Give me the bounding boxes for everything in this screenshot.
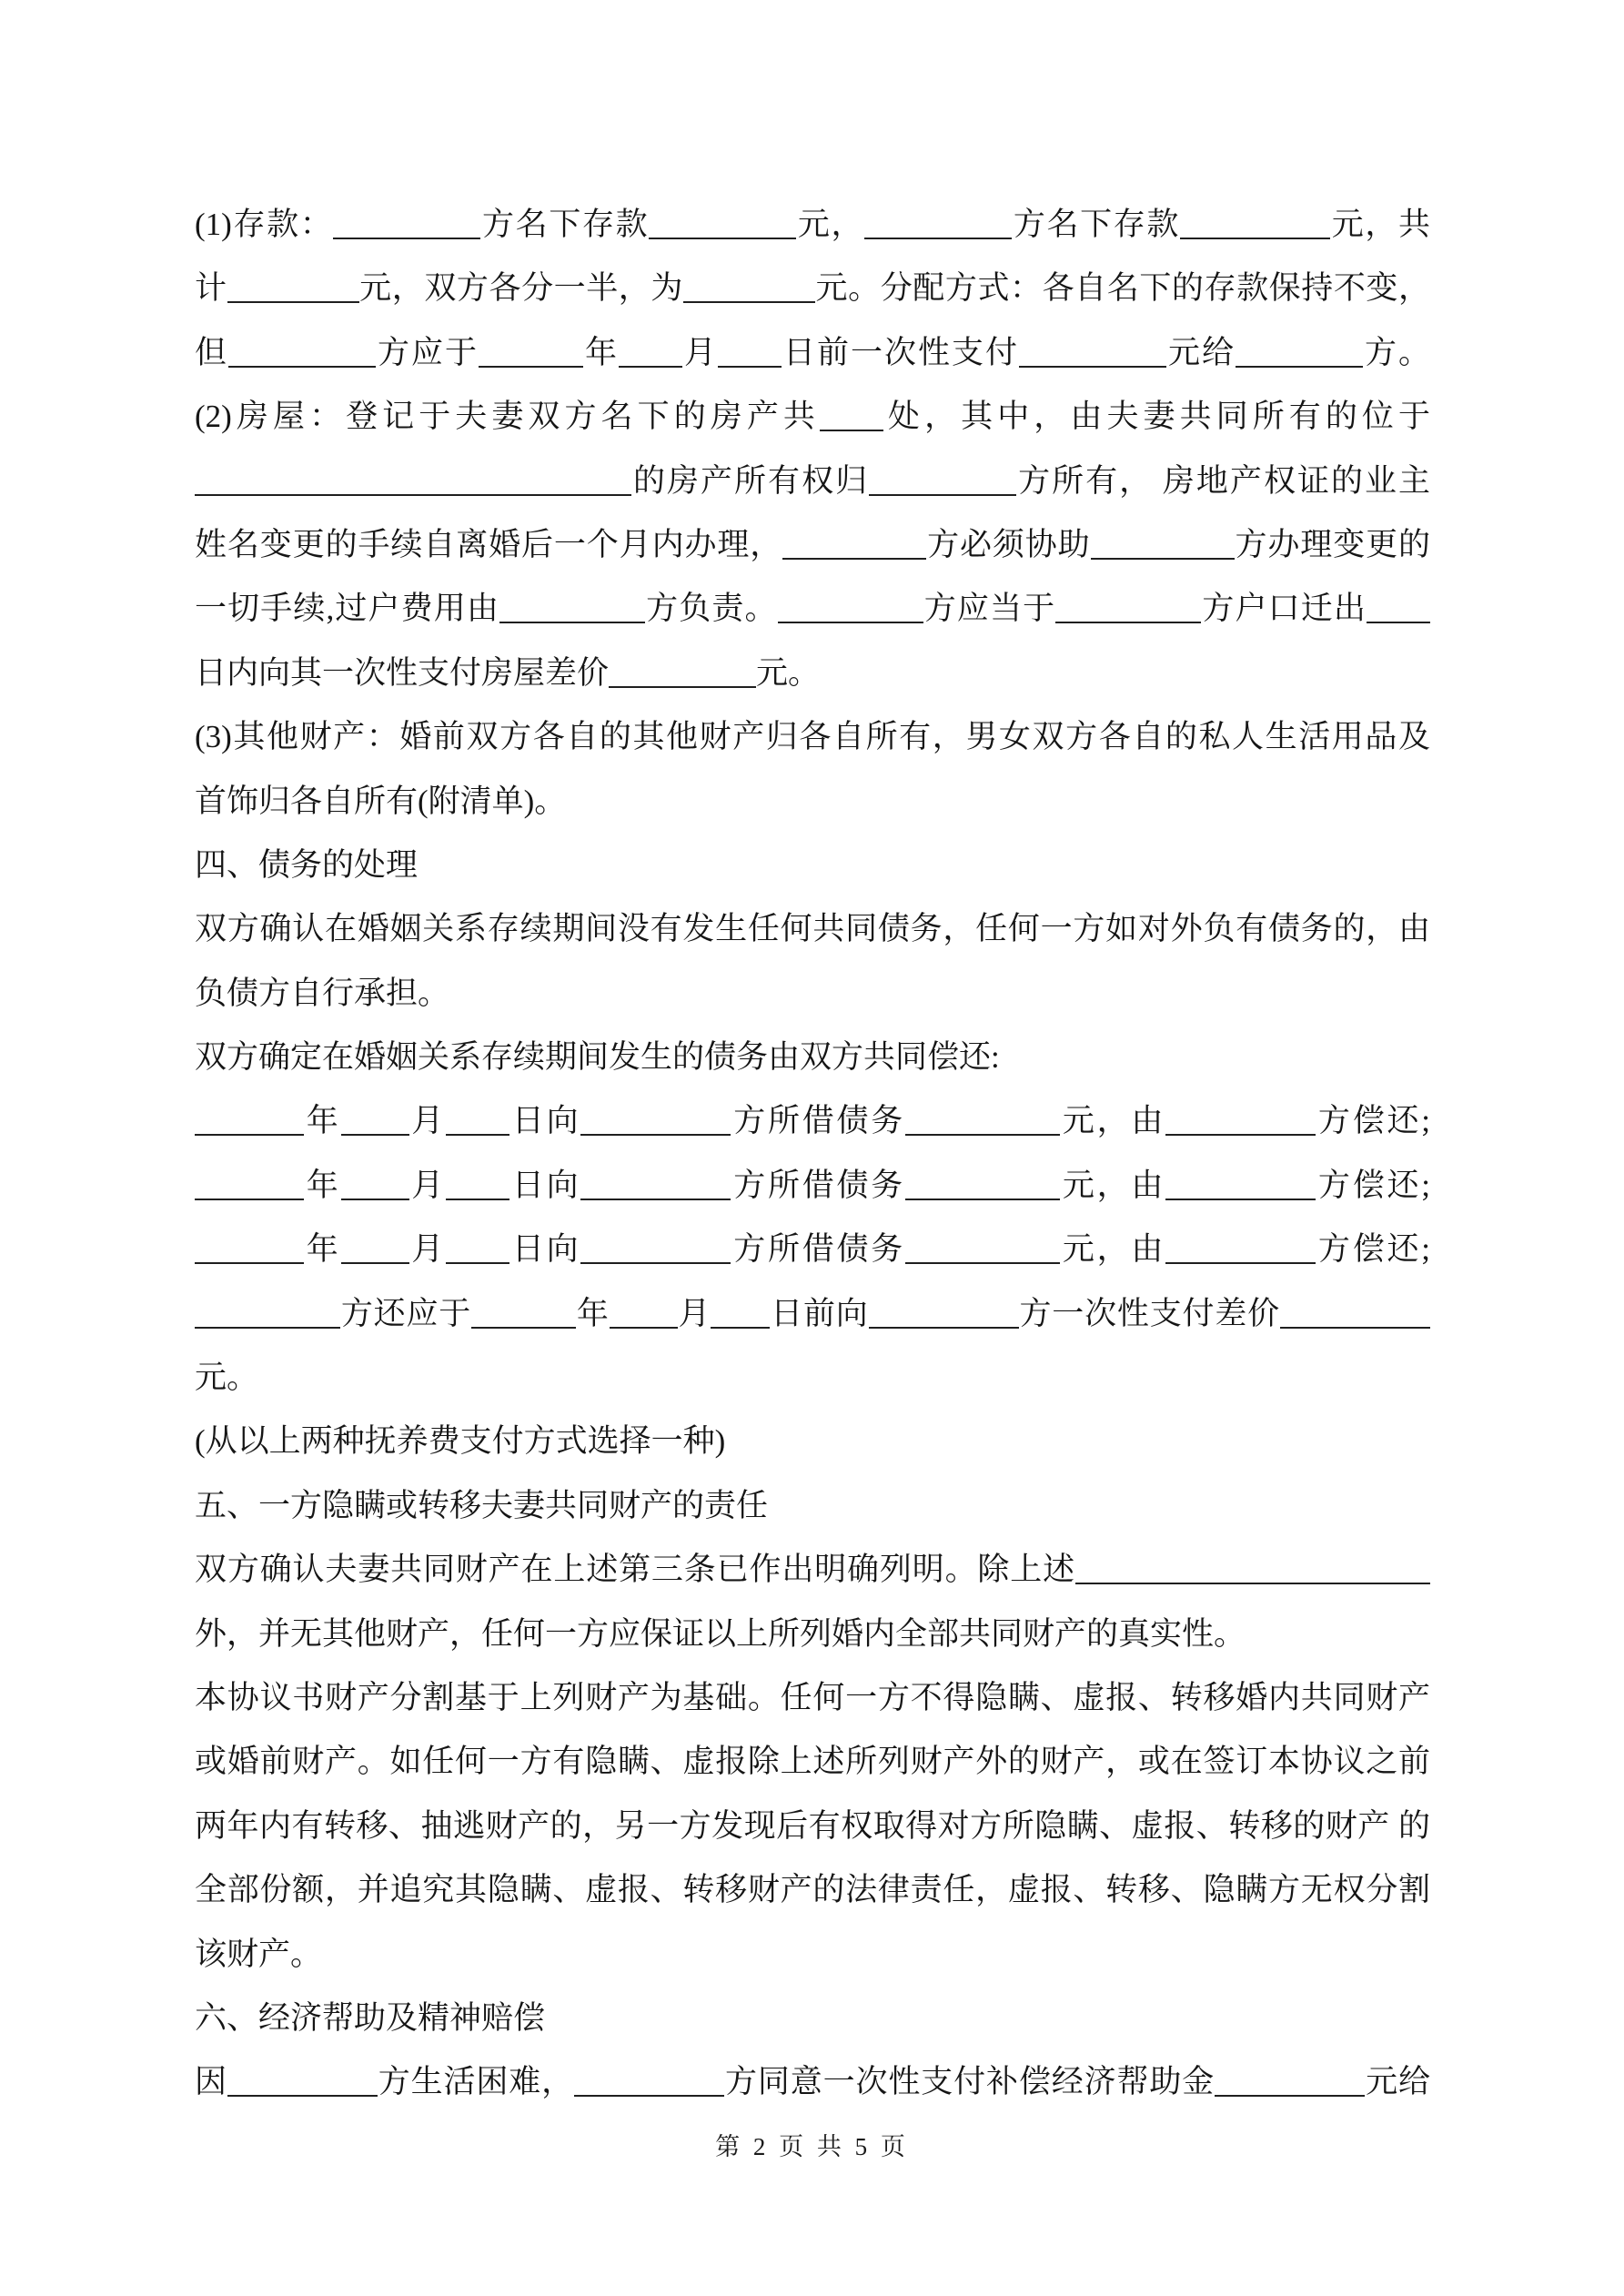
document-line [195, 705, 1430, 769]
blank-underline [333, 206, 480, 239]
document-line [195, 513, 1430, 577]
blank-underline [446, 1230, 509, 1264]
text-segment: 元，由 [1060, 1167, 1166, 1203]
text-segment: (从以上两种抚养费支付方式选择一种) [195, 1423, 726, 1460]
text-segment: 元。 [756, 654, 821, 691]
text-segment: 方一次性支付差价 [1018, 1295, 1280, 1331]
text-segment: 方应于 [376, 334, 479, 370]
text-segment: 月 [409, 1103, 447, 1139]
blank-underline [195, 1102, 304, 1136]
blank-underline [649, 206, 796, 239]
text-segment: 两年内有转移、抽逃财产的，另一方发现后有权取得对方所隐瞒、虚报、转移的财产 的 [195, 1807, 1430, 1844]
text-segment: (2)房屋：登记于夫妻双方名下的房产共 [195, 399, 820, 435]
document-line [195, 1858, 1430, 1922]
document-line [195, 834, 1430, 897]
document-line [195, 1987, 1430, 2050]
blank-underline [1165, 1230, 1316, 1264]
blank-underline [195, 1230, 304, 1264]
blank-underline [1019, 334, 1166, 368]
blank-underline [446, 1167, 509, 1200]
text-segment: 方偿还; [1316, 1231, 1430, 1268]
blank-underline [341, 1230, 409, 1264]
text-segment: 但 [195, 334, 228, 370]
blank-underline [820, 398, 883, 431]
blank-underline [228, 334, 376, 368]
document-line [195, 1538, 1430, 1602]
text-segment: 元，由 [1060, 1231, 1166, 1268]
document-line [195, 1603, 1430, 1666]
text-segment: 计 [195, 270, 227, 307]
blank-underline [341, 1167, 409, 1200]
document-line [195, 1282, 1430, 1346]
text-segment: 双方确定在婚姻关系存续期间发生的债务由双方共同偿还: [195, 1039, 1000, 1076]
text-segment: 元。 [195, 1360, 259, 1396]
blank-underline [580, 1167, 731, 1200]
document-line [195, 450, 1430, 513]
text-segment: 首饰归各自所有(附清单)。 [195, 783, 567, 819]
text-segment: 方所借债务 [731, 1167, 906, 1203]
document-line [195, 642, 1430, 705]
document-line [195, 1410, 1430, 1473]
document-line [195, 193, 1430, 257]
blank-underline [610, 1295, 678, 1329]
document-line [195, 1218, 1430, 1281]
blank-underline [1091, 526, 1235, 560]
text-segment: 姓名变更的手续自离婚后一个月内办理， [195, 526, 783, 562]
text-segment: 年 [304, 1103, 341, 1139]
blank-underline [1367, 590, 1430, 623]
text-segment: 方应当于 [923, 591, 1056, 627]
blank-underline [905, 1167, 1060, 1200]
text-segment: 一切手续,过户费用由 [195, 591, 499, 627]
blank-underline [778, 590, 923, 623]
text-segment: 年 [304, 1167, 341, 1203]
text-segment: 因 [195, 2064, 227, 2100]
blank-underline [609, 654, 756, 688]
blank-underline [1165, 1167, 1316, 1200]
text-segment: 全部份额，并追究其隐瞒、虚报、转移财产的法律责任，虚报、转移、隐瞒方无权分割 [195, 1872, 1430, 1908]
text-segment: 该财产。 [195, 1936, 323, 1972]
blank-underline [195, 462, 631, 496]
document-line [195, 257, 1430, 320]
text-segment: 方所有， 房地产权证的业主 [1016, 462, 1430, 499]
text-segment: (1)存款： [195, 207, 334, 242]
text-segment: 月 [409, 1231, 447, 1268]
text-segment: (3)其他财产：婚前双方各自的其他财产归各自所有，男女双方各自的私人生活用品及 [195, 719, 1430, 755]
document-line [195, 1666, 1430, 1730]
text-segment: 四、债务的处理 [195, 846, 419, 883]
text-segment: 方名下存款 [1012, 207, 1181, 242]
document-line [195, 1026, 1430, 1089]
text-segment: 处，其中，由夫妻共同所有的位于 [883, 399, 1430, 435]
text-segment: 年 [304, 1231, 341, 1268]
text-segment: 或婚前财产。如任何一方有隐瞒、虚报除上述所列财产外的财产，或在签订本协议之前 [195, 1744, 1430, 1780]
blank-underline [864, 206, 1012, 239]
document-body [195, 193, 1430, 2115]
text-segment: 月 [677, 1295, 711, 1331]
document-line [195, 385, 1430, 449]
document-line [195, 1795, 1430, 1858]
text-segment: 日前向 [770, 1295, 869, 1331]
text-segment: 方办理变更的 [1234, 526, 1430, 562]
document-line [195, 962, 1430, 1026]
text-segment: 本协议书财产分割基于上列财产为基础。任何一方不得隐瞒、虚报、转移婚内共同财产 [195, 1679, 1430, 1715]
text-segment: 双方确认夫妻共同财产在上述第三条已作出明确列明。除上述 [195, 1552, 1075, 1588]
text-segment: 年 [582, 334, 619, 370]
blank-underline [1280, 1295, 1430, 1329]
text-segment: 方户口迁出 [1201, 591, 1367, 627]
blank-underline [195, 1295, 340, 1329]
blank-underline [905, 1102, 1060, 1136]
document-line [195, 1474, 1430, 1538]
text-segment: 年 [576, 1295, 610, 1331]
text-segment: 方偿还; [1316, 1103, 1430, 1139]
blank-underline [580, 1230, 731, 1264]
text-segment: 方负责。 [644, 591, 778, 627]
blank-underline [195, 1167, 304, 1200]
blank-underline [341, 1102, 409, 1136]
document-line [195, 1346, 1430, 1410]
blank-underline [711, 1295, 770, 1329]
document-line [195, 1923, 1430, 1987]
blank-underline [1215, 2063, 1365, 2097]
blank-underline [619, 334, 682, 368]
document-line [195, 897, 1430, 961]
text-segment: 五、一方隐瞒或转移夫妻共同财产的责任 [195, 1487, 769, 1523]
text-segment: 日向 [509, 1167, 581, 1203]
blank-underline [683, 269, 815, 303]
blank-underline [869, 462, 1016, 496]
text-segment: 方生活困难， [377, 2064, 575, 2100]
blank-underline [1055, 590, 1201, 623]
text-segment: 元。分配方式：各自名下的存款保持不变， [814, 270, 1430, 307]
blank-underline [479, 334, 583, 368]
blank-underline [574, 2063, 724, 2097]
text-segment: 方同意一次性支付补偿经济帮助金 [724, 2064, 1215, 2100]
document-line [195, 577, 1430, 641]
text-segment: 方还应于 [340, 1295, 472, 1331]
text-segment: 负债方自行承担。 [195, 975, 450, 1011]
document-line [195, 1730, 1430, 1794]
blank-underline [1236, 334, 1363, 368]
text-segment: 日向 [509, 1231, 581, 1268]
text-segment: 方必须协助 [926, 526, 1091, 562]
text-segment: 元，由 [1060, 1103, 1166, 1139]
document-line [195, 321, 1430, 385]
text-segment: 日向 [509, 1103, 581, 1139]
blank-underline [782, 526, 926, 560]
text-segment: 的房产所有权归 [631, 462, 870, 499]
blank-underline [869, 1295, 1019, 1329]
blank-underline [471, 1295, 576, 1329]
document-line [195, 770, 1430, 834]
blank-underline [905, 1230, 1060, 1264]
blank-underline [580, 1102, 731, 1136]
blank-underline [446, 1102, 509, 1136]
blank-underline [499, 590, 645, 623]
text-segment: 方偿还; [1316, 1167, 1430, 1203]
blank-underline [718, 334, 782, 368]
blank-underline [227, 269, 359, 303]
document-line [195, 2050, 1430, 2114]
document-line [195, 1089, 1430, 1153]
text-segment: 日内向其一次性支付房屋差价 [195, 654, 610, 691]
text-segment: 双方确认在婚姻关系存续期间没有发生任何共同债务，任何一方如对外负有债务的，由 [195, 911, 1430, 947]
text-segment: 元，共 [1330, 207, 1430, 242]
text-segment: 六、经济帮助及精神赔偿 [195, 1999, 546, 2036]
text-segment: 方。 [1362, 334, 1430, 370]
document-line [195, 1154, 1430, 1218]
text-segment: 元， [796, 207, 865, 242]
page-footer: 第 2 页 共 5 页 [715, 2133, 909, 2160]
text-segment: 日前一次性支付 [781, 334, 1019, 370]
text-segment: 元给 [1365, 2064, 1430, 2100]
blank-underline [227, 2063, 378, 2097]
text-segment: 月 [681, 334, 718, 370]
blank-underline [1180, 206, 1330, 239]
blank-underline [1075, 1551, 1430, 1584]
text-segment: 方所借债务 [731, 1103, 906, 1139]
text-segment: 外，并无其他财产，任何一方应保证以上所列婚内全部共同财产的真实性。 [195, 1615, 1246, 1652]
blank-underline [1165, 1102, 1316, 1136]
text-segment: 方名下存款 [480, 207, 650, 242]
text-segment: 元给 [1165, 334, 1236, 370]
text-segment: 元，双方各分一半，为 [358, 270, 683, 307]
text-segment: 月 [409, 1167, 447, 1203]
text-segment: 方所借债务 [731, 1231, 906, 1268]
